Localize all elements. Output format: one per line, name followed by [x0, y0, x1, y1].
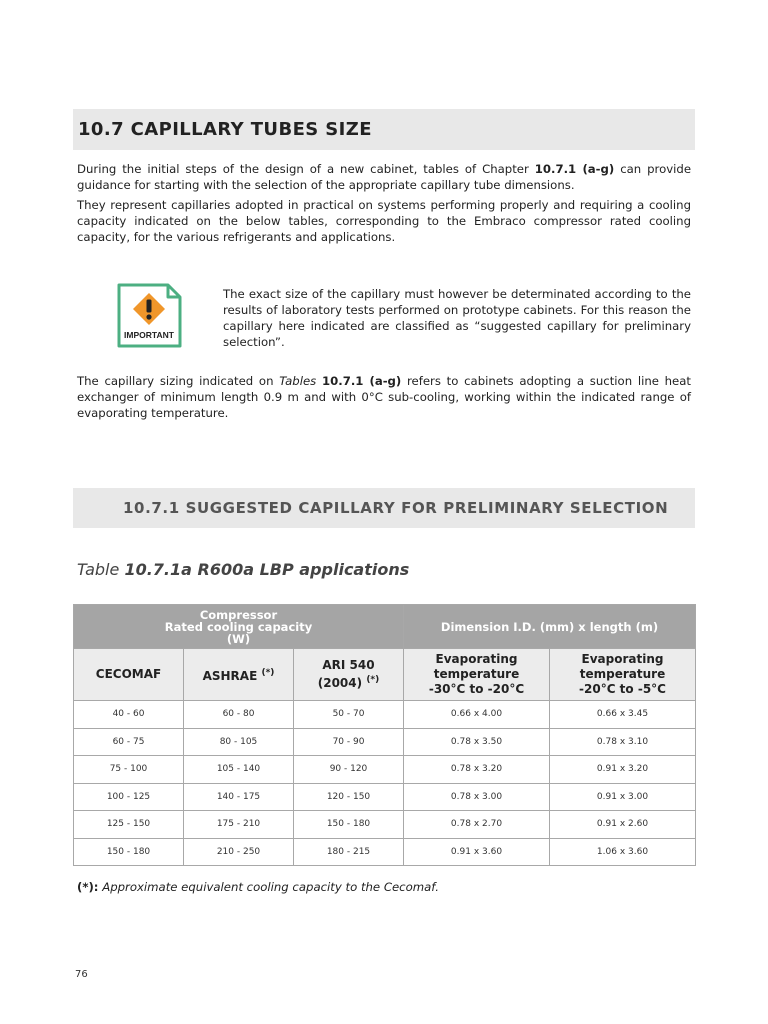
- table-row: [74, 783, 696, 811]
- table-row: [74, 728, 696, 756]
- footnote-text: Approximate equivalent cooling capacity to the Cecomaf.: [98, 880, 439, 894]
- evap2-cell: 0.91 x 3.20: [550, 756, 696, 784]
- table-title: [77, 560, 409, 579]
- table-footnote: [77, 880, 439, 894]
- table-column-header-row: [74, 649, 696, 701]
- ashrae-cell: 175 - 210: [184, 811, 294, 839]
- ashrae-cell: 80 - 105: [184, 728, 294, 756]
- evap1-cell: 0.78 x 2.70: [404, 811, 550, 839]
- ari-cell: 70 - 90: [294, 728, 404, 756]
- cecomaf-column-header: CECOMAF: [74, 649, 184, 701]
- table-title-prefix: Table: [77, 560, 125, 579]
- ari-cell: 50 - 70: [294, 701, 404, 729]
- ashrae-column-header: [184, 649, 294, 701]
- cecomaf-cell: 40 - 60: [74, 701, 184, 729]
- table-title-number: 10.7.1a R600a LBP applications: [124, 560, 410, 579]
- evap1-cell: 0.66 x 4.00: [404, 701, 550, 729]
- page-number: 76: [75, 969, 88, 980]
- ashrae-cell: 105 - 140: [184, 756, 294, 784]
- sizing-text-b: refers to cabinets adopting a suction line heat exchanger of minimum length 0.9 m and with 0°C sub-cooling, working within the indicated range of evaporating temperature.: [77, 374, 691, 420]
- sizing-tables-word: Tables: [279, 374, 317, 388]
- cecomaf-cell: 125 - 150: [74, 811, 184, 839]
- ashrae-cell: 60 - 80: [184, 701, 294, 729]
- table-row: [74, 701, 696, 729]
- intro-paragraph-1: [77, 161, 691, 193]
- group1-line2: Rated cooling capacity: [164, 619, 313, 634]
- evap1-line2: temperature: [433, 667, 520, 681]
- dimension-header: Dimension I.D. (mm) x length (m): [404, 605, 696, 649]
- ari-cell: 120 - 150: [294, 783, 404, 811]
- capillary-table: [73, 604, 696, 866]
- group1-line1: Compressor: [199, 607, 278, 622]
- evap1-line1: Evaporating: [435, 652, 518, 666]
- evap1-cell: 0.91 x 3.60: [404, 838, 550, 866]
- cecomaf-cell: 75 - 100: [74, 756, 184, 784]
- ari-label-line2: (2004): [317, 676, 363, 690]
- cecomaf-cell: 60 - 75: [74, 728, 184, 756]
- evap2-cell: 0.66 x 3.45: [550, 701, 696, 729]
- evap1-cell: 0.78 x 3.20: [404, 756, 550, 784]
- evap2-cell: 0.78 x 3.10: [550, 728, 696, 756]
- ashrae-label: ASHRAE: [202, 668, 258, 683]
- evap2-cell: 0.91 x 2.60: [550, 811, 696, 839]
- important-warning-icon: [116, 283, 184, 349]
- intro-p1-text-b: can provide guidance for starting with the selection of the appropriate capillary tube dimensions.: [77, 162, 692, 192]
- intro-paragraph-2: They represent capillaries adopted in practical on systems performing properly and requiring a cooling capacity indicated on the below tables, corresponding to the Embraco compressor rated cooling capacity, for the various refrigerants and applications.: [77, 198, 691, 244]
- compressor-capacity-header: [74, 605, 404, 649]
- evap1-cell: 0.78 x 3.50: [404, 728, 550, 756]
- evap2-line2: temperature: [579, 667, 666, 681]
- table-row: [74, 756, 696, 784]
- footnote-marker: (*):: [77, 880, 99, 894]
- evap-temp-2-header: [550, 649, 696, 701]
- cecomaf-cell: 100 - 125: [74, 783, 184, 811]
- important-icon-label: IMPORTANT: [124, 330, 174, 340]
- ashrae-cell: 140 - 175: [184, 783, 294, 811]
- table-group-header-row: [74, 605, 696, 649]
- evap2-line1: Evaporating: [581, 652, 664, 666]
- subsection-heading: 10.7.1 SUGGESTED CAPILLARY FOR PRELIMINARY SELECTION: [73, 488, 695, 528]
- evap1-line3: -30°C to -20°C: [428, 682, 525, 696]
- ari-cell: 90 - 120: [294, 756, 404, 784]
- ashrae-cell: 210 - 250: [184, 838, 294, 866]
- sizing-text-a: The capillary sizing indicated on: [77, 374, 280, 388]
- evap2-line3: -20°C to -5°C: [579, 682, 666, 696]
- table-row: [74, 838, 696, 866]
- ashrae-footnote-marker: (*): [261, 667, 275, 678]
- group1-line3: (W): [226, 631, 251, 646]
- ari-cell: 150 - 180: [294, 811, 404, 839]
- ari-footnote-marker: (*): [366, 675, 380, 685]
- ari-column-header: [294, 649, 404, 701]
- evap-temp-1-header: [404, 649, 550, 701]
- cecomaf-cell: 150 - 180: [74, 838, 184, 866]
- evap1-cell: 0.78 x 3.00: [404, 783, 550, 811]
- sizing-paragraph: [77, 373, 691, 421]
- intro-p1-chapter-ref: 10.7.1 (a-g): [534, 162, 615, 176]
- intro-p1-text-a: During the initial steps of the design of a new cabinet, tables of Chapter: [77, 162, 535, 176]
- ari-cell: 180 - 215: [294, 838, 404, 866]
- evap2-cell: 0.91 x 3.00: [550, 783, 696, 811]
- sizing-table-ref: 10.7.1 (a-g): [321, 374, 402, 388]
- important-note-text: The exact size of the capillary must however be determinated according to the results of laboratory tests performed on prototype cabinets. For this reason the capillary here indicated are classified as “suggested capillary for preliminary selection”.: [223, 287, 691, 349]
- table-row: [74, 811, 696, 839]
- evap2-cell: 1.06 x 3.60: [550, 838, 696, 866]
- ari-label-line1: ARI 540: [322, 658, 375, 672]
- section-heading: 10.7 CAPILLARY TUBES SIZE: [73, 109, 695, 150]
